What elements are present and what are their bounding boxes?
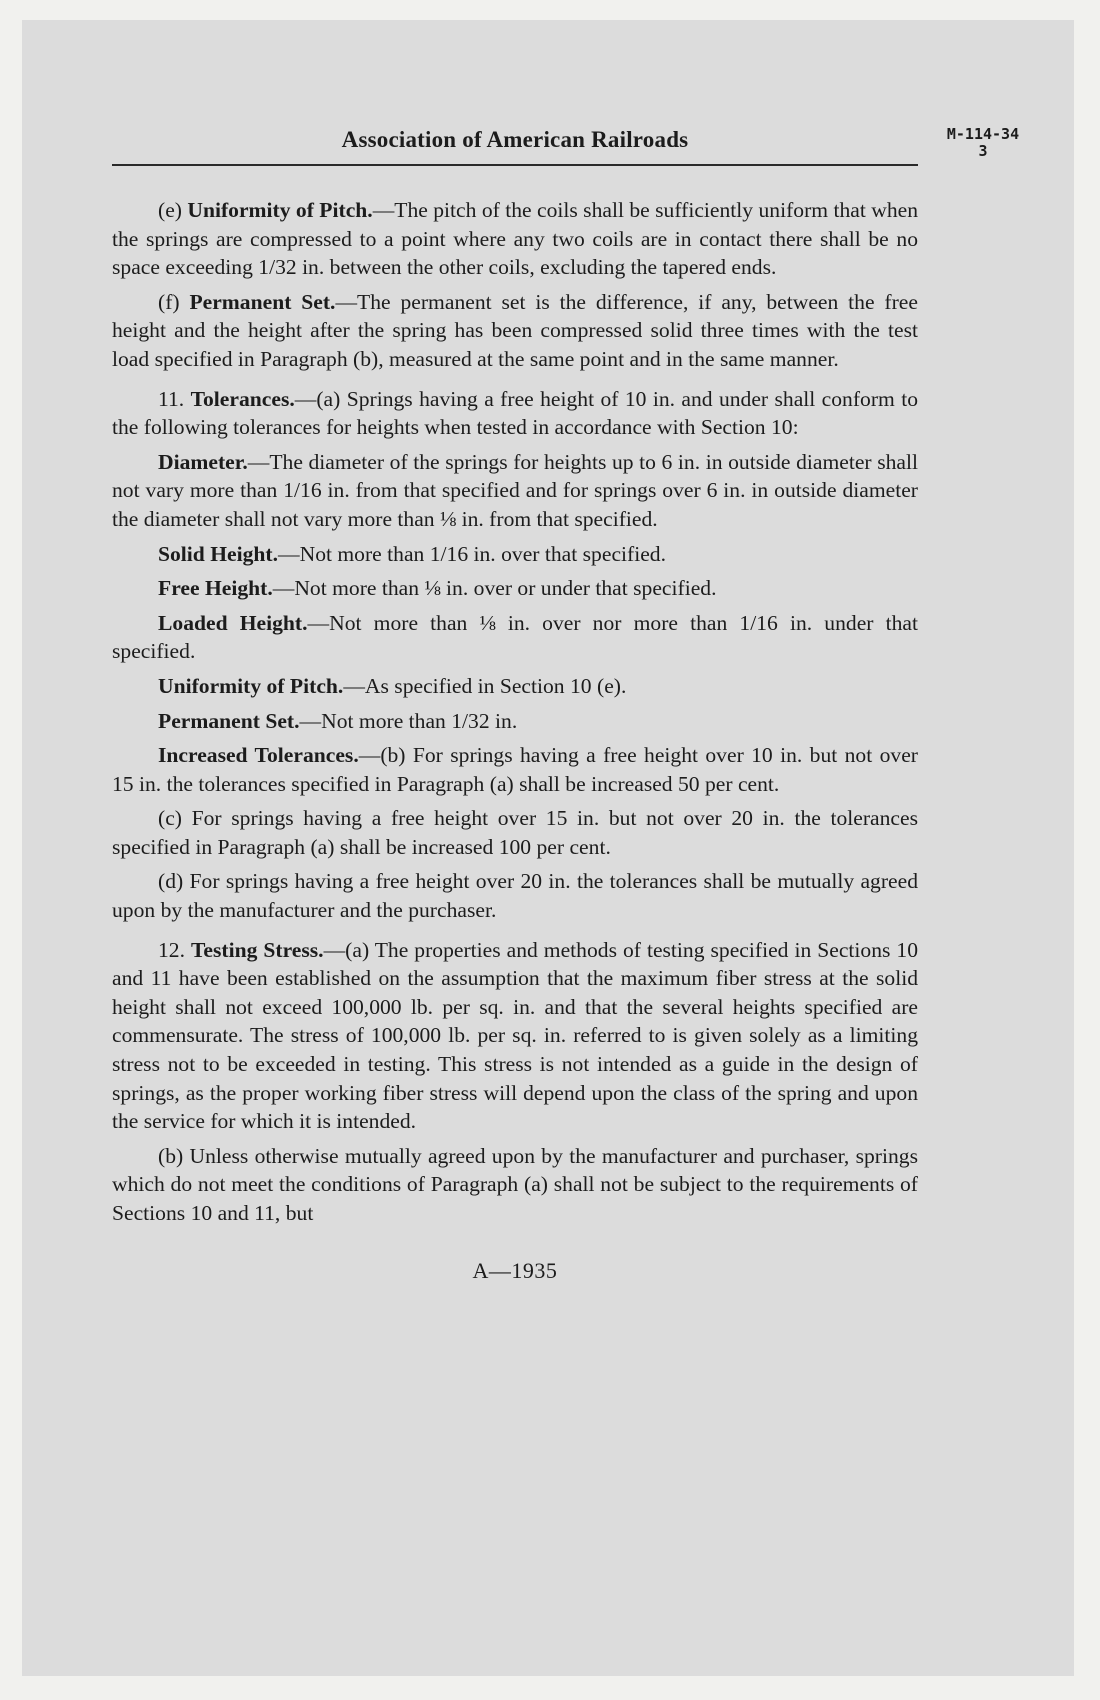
paragraph-heading: Permanent Set. xyxy=(158,708,300,733)
paragraph-10f xyxy=(112,288,918,374)
running-header xyxy=(112,124,1020,166)
paragraph-heading: Loaded Height. xyxy=(158,610,308,635)
spec-code-number: M-114-34 xyxy=(946,125,1020,143)
paragraph-increased-tolerances xyxy=(112,741,918,798)
paragraph-text: —(a) The properties and methods of testing specified in Sections 10 and 11 have been established on the assumption that the maximum fiber stress at the solid height shall not exceed 100,000 lb. per sq. in. and that the several heights specified are commensurate. The stress of 100,000 lb. per sq. in. referred to is given solely as a limiting stress not to be exceeded in testing. This stress is not intended as a guide in the design of springs, as the proper working fiber stress will depend upon the class of the spring and upon the service for which it is intended. xyxy=(112,937,918,1134)
paragraph-heading: Uniformity of Pitch. xyxy=(158,673,344,698)
paragraph-text: —(a) Springs having a free height of 10 in. and under shall conform to the following tolerances for heights when tested in accordance with Section 10: xyxy=(112,386,918,440)
paragraph-lead: 11. xyxy=(158,386,191,411)
paragraph-text: —Not more than ⅛ in. over nor more than 1/16 in. under that specified. xyxy=(112,610,918,664)
paragraph-heading: Increased Tolerances. xyxy=(158,743,359,768)
paragraph-heading: Solid Height. xyxy=(158,541,278,566)
paragraph-uniformity-pitch xyxy=(112,672,918,701)
paragraph-12b xyxy=(112,1142,918,1228)
paragraph-11d xyxy=(112,867,918,924)
paragraph-text: —The permanent set is the difference, if any, between the free height and the height after the spring has been compressed solid three times with the test load specified in Paragraph (b), measured at the same point and in the same manner. xyxy=(112,289,918,371)
paragraph-text: —Not more than 1/32 in. xyxy=(299,708,518,733)
header-title: Association of American Railroads xyxy=(341,127,689,152)
paragraph-11a xyxy=(112,385,918,442)
paragraph-text: —The pitch of the coils shall be sufficiently uniform that when the springs are compressed to a point where any two coils are in contact there shall be no space exceeding 1/32 in. between the other coils, excluding the tapered ends. xyxy=(112,198,919,280)
paragraph-heading: Diameter. xyxy=(158,449,248,474)
document-page xyxy=(112,124,1020,1664)
paragraph-text: —Not more than ⅛ in. over or under that specified. xyxy=(272,576,717,601)
paragraph-10e xyxy=(112,196,918,282)
paragraph-text: (b) Unless otherwise mutually agreed upon by the manufacturer and purchaser, springs which do not meet the conditions of Paragraph (a) shall not be subject to the requirements of Sections 10 and 11, but xyxy=(112,1143,918,1225)
paragraph-permanent-set xyxy=(112,707,918,736)
paragraph-heading: Permanent Set. xyxy=(189,289,336,314)
paragraph-heading: Uniformity of Pitch. xyxy=(187,198,373,222)
paragraph-text: —The diameter of the springs for heights up to 6 in. in outside diameter shall not vary more than 1/16 in. from that specified and for springs over 6 in. in outside diameter the diameter shall not vary more than ⅛ in. from that specified. xyxy=(112,449,918,531)
paragraph-diameter xyxy=(112,448,918,534)
paragraph-text: —(b) For springs having a free height over 10 in. but not over 15 in. the tolerances specified in Paragraph (a) shall be increased 50 per cent. xyxy=(112,743,918,796)
paragraph-12a xyxy=(112,936,918,1136)
paragraph-heading: Free Height. xyxy=(158,576,273,601)
paragraph-text: —As specified in Section 10 (e). xyxy=(343,673,627,698)
paragraph-heading: Testing Stress. xyxy=(190,937,324,962)
paragraph-loaded-height xyxy=(112,609,918,666)
paragraph-heading: Tolerances. xyxy=(190,386,295,411)
paragraph-11c xyxy=(112,804,918,861)
paragraph-lead: (e) xyxy=(158,198,188,222)
paragraph-lead: (f) xyxy=(158,289,190,314)
paragraph-solid-height xyxy=(112,540,918,569)
paragraph-free-height xyxy=(112,574,918,603)
paragraph-lead: 12. xyxy=(158,937,191,962)
spec-page-number: 3 xyxy=(978,142,988,160)
page-folio: A—1935 xyxy=(472,1257,558,1283)
body-text xyxy=(112,196,918,1228)
paragraph-text: —Not more than 1/16 in. over that specified. xyxy=(278,541,666,566)
paragraph-text: (d) For springs having a free height over 20 in. the tolerances shall be mutually agreed upon by the manufacturer and the purchaser. xyxy=(112,869,918,923)
spec-code xyxy=(938,126,1028,160)
paragraph-text: (c) For springs having a free height over 15 in. but not over 20 in. the tolerances specified in Paragraph (a) shall be increased 100 per cent. xyxy=(112,806,918,859)
